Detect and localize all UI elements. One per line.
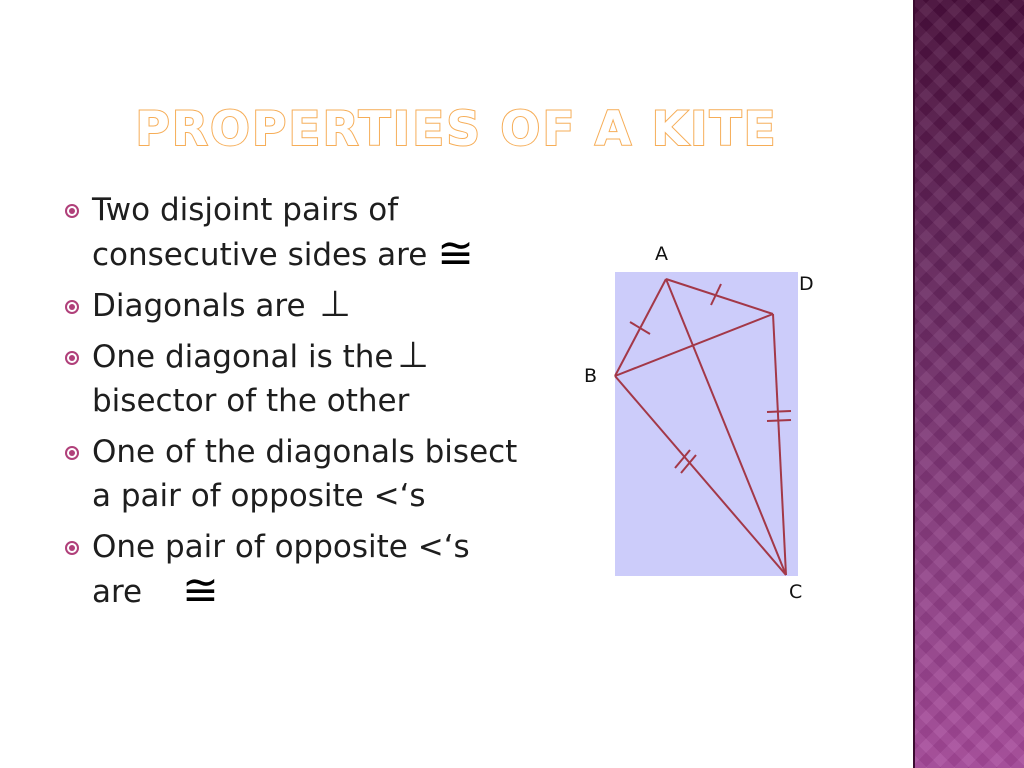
bullet-icon (65, 204, 79, 218)
perpendicular-symbol: ⊥ (319, 284, 351, 325)
vertex-label-b: B (584, 365, 598, 387)
vertex-label-d: D (799, 273, 814, 295)
bullet-icon (65, 300, 79, 314)
bullet-text: Diagonals are (92, 288, 306, 324)
bullet-text: One of the diagonals bisect a pair of opposite <‘s (92, 434, 518, 514)
slide-title: PROPERTIES OF A KITE (135, 102, 778, 157)
bullet-icon (65, 541, 79, 555)
bullet-item (60, 188, 520, 277)
bullet-text-continued: bisector of the other (92, 383, 410, 419)
congruent-symbol: ≅ (437, 228, 474, 279)
double-tick-dc-1 (767, 411, 791, 412)
vertex-label-a: A (655, 243, 668, 265)
kite-diagram (570, 230, 830, 620)
diagram-background (615, 272, 798, 576)
vertex-label-c: C (789, 581, 803, 603)
bullet-text: One diagonal is the (92, 339, 394, 375)
congruent-symbol: ≅ (182, 565, 219, 616)
double-tick-dc-2 (767, 420, 791, 421)
decorative-side-band (913, 0, 1024, 768)
bullet-item (60, 335, 520, 423)
bullet-item (60, 430, 520, 518)
bullet-icon (65, 446, 79, 460)
bullet-text: Two disjoint pairs of consecutive sides are (92, 192, 428, 273)
bullet-text: One pair of opposite <‘s are (92, 529, 470, 610)
bullet-item (60, 284, 520, 328)
perpendicular-symbol: ⊥ (397, 335, 429, 376)
bullet-item (60, 525, 520, 614)
bullet-list (60, 188, 520, 621)
bullet-icon (65, 351, 79, 365)
